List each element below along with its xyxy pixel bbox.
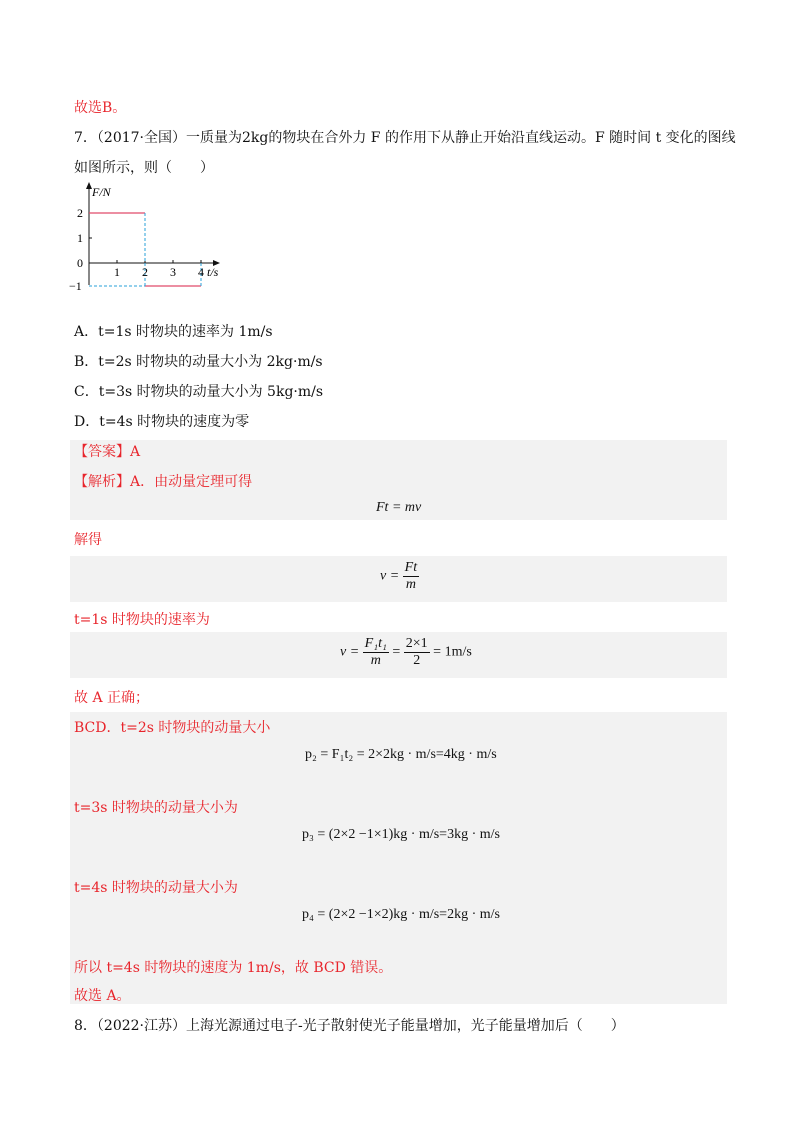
q7-stem-line2: 如图所示，则（ ） [74,160,214,176]
q7-solve-label: 解得 [74,532,102,548]
graph-y-tick-label-neg1: −1 [69,279,82,293]
eq-velocity-t1: v = $\frac{\text{F₁t₁}}{m}$ = $\frac{2\times 1}{2}$ = 1m/s [340,636,472,668]
q7-t3-label: t=3s 时物块的动量大小为 [74,800,238,816]
graph-y-tick-label-1: 1 [77,231,83,245]
q7-stem-line1: 7．（2017·全国）一质量为2kg的物块在合外力 F 的作用下从静止开始沿直线运动。F 随时间 t 变化的图线 [74,130,736,146]
q7-final-answer: 故选 A。 [74,988,131,1004]
graph-y-axis-label: F/N [92,185,111,199]
q7-option-b: B．t=2s 时物块的动量大小为 2kg·m/s [74,354,323,370]
graph-x-tick-label-2: 2 [142,265,148,279]
graph-x-tick-label-1: 1 [114,265,120,279]
q7-t1-label: t=1s 时物块的速率为 [74,612,210,628]
q7-bcd-intro: BCD．t=2s 时物块的动量大小 [74,720,271,736]
q7-option-c: C．t=3s 时物块的动量大小为 5kg·m/s [74,384,324,400]
q7-option-a: A．t=1s 时物块的速率为 1m/s [74,324,273,340]
eq-velocity-formula: v = $\frac{Ft}{m}$ [380,560,418,592]
previous-answer-conclusion: 故选B。 [74,100,127,116]
q7-answer: 【答案】A [74,444,141,460]
eq-momentum-t3: p₃ = (2×2 −1×1)kg · m/s=3kg · m/s [302,827,500,842]
graph-y-tick-label-0: 0 [77,256,83,270]
graph-y-tick-label-2: 2 [77,206,83,220]
q7-a-correct: 故 A 正确； [74,690,150,706]
eq-momentum-t2: p₂ = F₁t₂ = 2×2kg · m/s=4kg · m/s [305,747,497,762]
q8-stem: 8．（2022·江苏）上海光源通过电子-光子散射使光子能量增加，光子能量增加后（ ） [74,1018,625,1034]
graph-x-axis-label: t/s [207,265,219,279]
graph-x-tick-label-4: 4 [198,265,204,279]
eq-momentum-theorem: Ft = mv [376,500,422,515]
q7-force-time-graph [66,180,236,300]
q7-t4-label: t=4s 时物块的动量大小为 [74,880,238,896]
q7-conclusion: 所以 t=4s 时物块的速度为 1m/s，故 BCD 错误。 [74,960,393,976]
q7-analysis-intro: 【解析】A．由动量定理可得 [74,474,253,490]
graph-x-tick-label-3: 3 [170,265,176,279]
eq-momentum-t4: p₄ = (2×2 −1×2)kg · m/s=2kg · m/s [302,907,500,922]
q7-option-d: D．t=4s 时物块的速度为零 [74,414,250,430]
